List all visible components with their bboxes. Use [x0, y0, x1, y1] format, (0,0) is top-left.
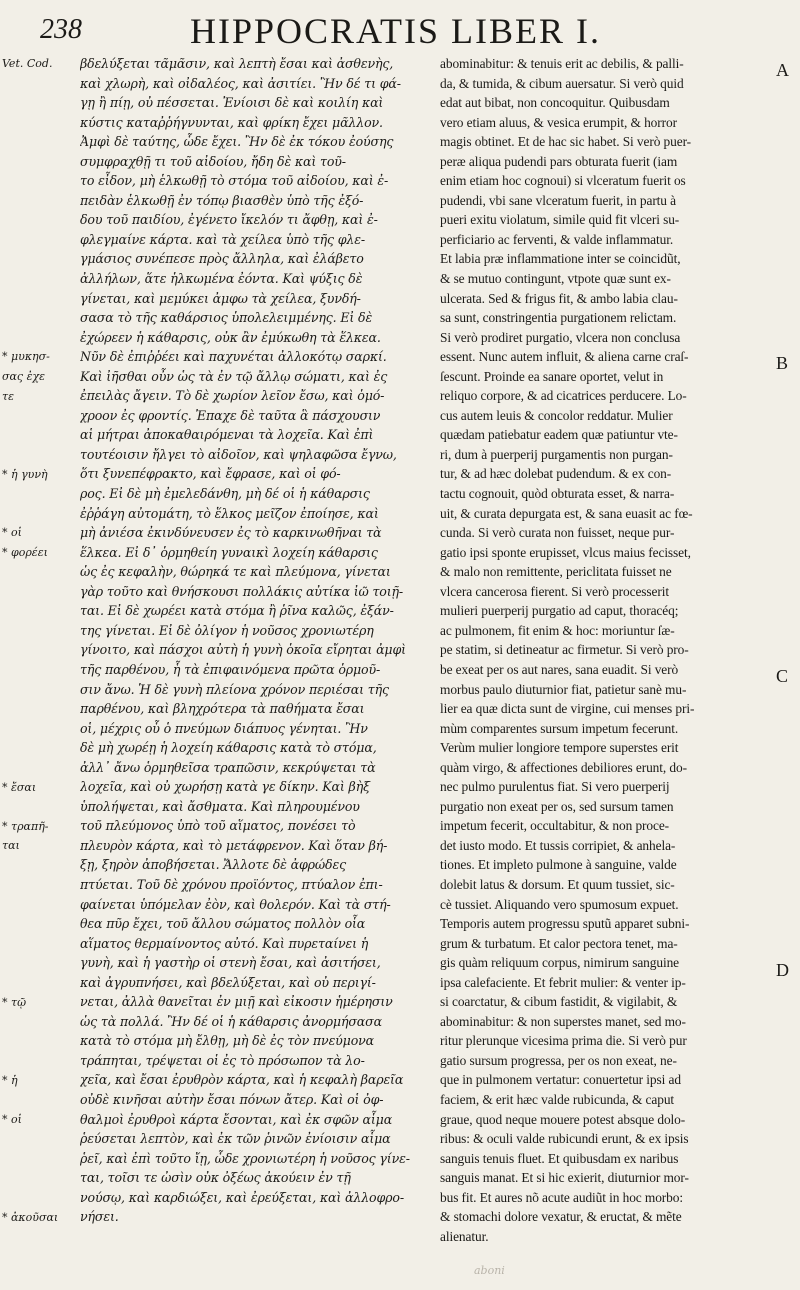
latin-text-column: [440, 54, 770, 1284]
greek-text-line: τοῦ πλεύμονος ὑπὸ τοῦ αἵματος, πονέσει τὸ: [80, 818, 356, 834]
latin-text-line: si coarctatur, & cibum fastidit, & vigilabit, &: [440, 994, 678, 1010]
greek-text-line: ῥεύσεται λεπτὸν, καὶ ἐκ τῶν ῥινῶν ἐνίοισιν αἷμα: [80, 1131, 391, 1147]
greek-text-line: γὰρ τοῦτο καὶ θνήσκουσι πολλάκις αὐτίκα ἰῶ τοιῇ-: [80, 583, 404, 599]
greek-text-line: πειδὰν ἑλκωθῇ ἐν τόπῳ βιασθὲν ὑπὸ τῆς ἐξό-: [80, 192, 364, 208]
greek-text-line: παρθένου, καὶ βληχρότερα τὰ παθήματα ἔσαι: [80, 701, 365, 717]
section-marker: A: [776, 60, 789, 80]
latin-text-line: uit, & curata depurgata est, & sana euasit ac fœ-: [440, 505, 693, 521]
greek-text-line: ὅτι ξυνεπέφρακτο, καὶ ἔφρασε, καὶ οἱ φό-: [80, 466, 341, 482]
greek-text-line: γμάσιος συνέπεσε πρὸς ἄλληλα, καὶ ἐλάβετο: [80, 251, 364, 267]
latin-text-line: morbus paulo diuturnior fiat, patietur sanè mu-: [440, 681, 687, 697]
greek-text-line: καὶ χλωρὴ, καὶ οἰδαλέος, καὶ ἀσιτίει. Ἢν δέ τι φά-: [80, 75, 401, 91]
margin-note: * ἡ γυνὴ: [2, 467, 48, 481]
latin-text-line: & stomachi dolore vexatur, & eructat, & mẽte: [440, 1209, 682, 1225]
greek-text-line: σιν ἄνω. Ἡ δὲ γυνὴ πλείονα χρόνον περιέσαι τῆς: [80, 681, 389, 697]
greek-text-line: Καὶ ἰῆσθαι οὖν ὡς τὰ ἐν τῷ ἄλλῳ σώματι, καὶ ἐς: [80, 368, 388, 384]
latin-text-line: & malo non remittente, periclitata fuisset ne: [440, 564, 672, 580]
greek-text-line: οὐδὲ κινῆσαι αὐτὴν ἔσαι πόνων ἄτερ. Καὶ οἱ ὀφ-: [80, 1091, 384, 1107]
greek-text-line: γυνὴ, καὶ ἡ γαστὴρ οἱ στενὴ ἔσαι, καὶ ἀσιτήσει,: [80, 955, 381, 971]
greek-text-line: Ἀμφὶ δὲ ταύτης, ὧδε ἔχει. Ἢν δὲ ἐκ τόκου ἐούσης: [80, 134, 394, 150]
latin-text-line: tactu cognouit, quòd obturata esset, & narra-: [440, 486, 675, 502]
margin-notes: [2, 54, 76, 1284]
section-marker: C: [776, 666, 789, 687]
greek-text-line: πτύεται. Τοῦ δὲ χρόνου προϊόντος, πτύαλον ἐπι-: [80, 876, 383, 892]
latin-text-line: ſescunt. Proinde ea sanare oportet, velut in: [440, 368, 664, 384]
latin-text-line: vlcera cancerosa fierent. Si verò processerit: [440, 583, 669, 599]
latin-text-line: ulcerata. Sed & frigus fit, & ambo labia clau-: [440, 290, 678, 306]
latin-text-line: ac pulmonem, fit enim & hoc: moriuntur ſæ-: [440, 622, 675, 638]
greek-text-line: γίνοιτο, καὶ πάσχοι αὐτὴ ἡ γυνὴ ὁκοῖα εἴρηται ἀμφὶ: [80, 642, 406, 658]
greek-text-line: της γίνεται. Εἰ δὲ ὀλίγον ἡ νοῦσος χρονιωτέρη: [80, 622, 374, 638]
latin-text-line: da, & tumida, & cibum auersatur. Si verò quid: [440, 75, 684, 91]
latin-text-line: cè tussiet. Aliquando vero spumosum expuet.: [440, 896, 679, 912]
latin-text-line: & se mutuo contingunt, vtpote quæ sunt ex-: [440, 271, 671, 287]
latin-text-line: dolebit latus & dorsum. Et quum tussiet, sic-: [440, 876, 675, 892]
greek-text-line: βδελύξεται τᾶμᾶσιν, καὶ λεπτὴ ἔσαι καὶ ἀσθενὴς,: [80, 56, 394, 71]
page-header: [0, 6, 800, 52]
latin-text-line: quædam patiebatur eadem quæ patiuntur vte-: [440, 427, 678, 443]
margin-note: * τῷ: [2, 995, 27, 1009]
latin-text-line: Et labia præ inflammatione inter se coincidũt,: [440, 251, 681, 267]
margin-note: * φορέει: [2, 546, 48, 559]
greek-text-line: αἱ μήτραι ἀποκαθαιρόμεναι τὰ λοχεῖα. Καὶ ἐπὶ: [80, 427, 374, 443]
greek-text-line: τράπηται, τρέψεται οἱ ἐς τὸ πρόσωπον τὰ λο-: [80, 1052, 365, 1068]
latin-text-line: be exeat per os aut nares, sana euadit. Si verò: [440, 661, 679, 677]
latin-text-line: alienatur.: [440, 1228, 489, 1244]
latin-text-line: grum & turbatum. Et calor pectora tenet, ma-: [440, 935, 678, 951]
latin-text-line: ipsa calefaciente. Et febrit mulier: & venter ip-: [440, 974, 686, 990]
latin-text-line: sa sunt, constringentia purgationem relictam.: [440, 310, 677, 326]
greek-text-line: τῆς παρθένου, ἧ τὰ ἐπιφαινόμενα πρῶτα ὁρμοῦ-: [80, 661, 381, 677]
greek-text-line: ρος. Εἰ δὲ μὴ ἐμελεδάνθη, μὴ δέ οἱ ἡ κάθαρσις: [80, 486, 370, 502]
latin-text-line: tiones. Et impleto pulmone à sanguine, valde: [440, 857, 677, 873]
latin-text-line: Verùm mulier longiore tempore superstes erit: [440, 740, 679, 756]
latin-text-line: Si verò prodiret purgatio, vlcera non conclusa: [440, 329, 681, 345]
latin-text-line: det iusto modo. Et tussis corripiet, & anhela-: [440, 837, 676, 853]
margin-note: * οἱ: [2, 526, 22, 540]
latin-text-line: que in pulmonem vertatur: conuertetur ipsi ad: [440, 1072, 681, 1088]
latin-text-line: ritur plerunque vicesima prima die. Si verò pur: [440, 1033, 687, 1049]
greek-text-line: φαίνεται ὑπόμελαν ἐὸν, καὶ θολερόν. Καὶ τὰ στή-: [80, 896, 391, 912]
greek-text-line: φλεγμαίνε κάρτα. καὶ τὰ χείλεα ὑπὸ τῆς φλε-: [80, 231, 365, 247]
greek-text-line: νεται, ἀλλὰ θανεῖται ἐν μιῇ καὶ εἰκοσιν ἡμέρησιν: [80, 994, 393, 1010]
margin-note: * ἡ: [2, 1074, 18, 1088]
latin-text-line: perficiario ac ferventi, & valde inflammatur.: [440, 231, 674, 247]
margin-note: τε: [2, 389, 14, 403]
greek-text-line: κύστις καταῤῥήγνυνται, καὶ φρίκη ἔχει μᾶλλον.: [80, 114, 383, 130]
greek-text-line: το εἶδον, μὴ ἑλκωθῇ τὸ στόμα τοῦ αἰδοίου, καὶ ἐ-: [80, 173, 389, 189]
latin-text-line: faciem, & erit hæc valde rubicunda, & caput: [440, 1091, 675, 1107]
greek-text-line: χεῖα, καὶ ἔσαι ἐρυθρὸν κάρτα, καὶ ἡ κεφαλὴ βαρεῖα: [80, 1072, 404, 1088]
latin-text-line: bus fit. Et aures nõ acute audiũt in hoc morbo:: [440, 1189, 683, 1205]
greek-text-line: νούσῳ, καὶ καρδιώξει, καὶ ἐρεύξεται, καὶ ἀλλοφρο-: [80, 1189, 404, 1205]
section-markers: [776, 54, 798, 1284]
latin-text-line: essent. Nunc autem influit, & aliena carne craſ-: [440, 349, 689, 365]
latin-text-line: mulieri puerperij purgatio ad caput, thoracéq;: [440, 603, 679, 619]
latin-text-line: abominabitur: & non superstes manet, sed mo-: [440, 1013, 686, 1029]
greek-text-line: συμφραχθῇ τι τοῦ αἰδοίου, ἤδη δὲ καὶ τοῦ-: [80, 153, 346, 169]
latin-text-line: pueri exitu violatum, simile quid fit vlceri su-: [440, 212, 680, 228]
margin-note: σας ἐχε: [2, 369, 46, 383]
latin-text-line: edat aut bibat, non concoquitur. Quibusdam: [440, 95, 670, 111]
latin-text-line: magis obtinet. Et de hac sic habet. Si verò puer-: [440, 134, 692, 150]
greek-text-line: ἐῤῥάγη αὐτομάτη, τὸ ἕλκος μεῖζον ἐποίησε, καὶ: [80, 505, 379, 521]
latin-text-line: cunda. Si verò curata non fuisset, neque pur-: [440, 525, 675, 541]
latin-text-line: tur, & ad hæc dolebat pudendum. & ex con-: [440, 466, 672, 482]
latin-text-line: enim etiam hoc cognoui) si vlceratum fuerit os: [440, 173, 686, 189]
greek-text-line: ται, τοῖσι τε ὠσὶν οὐκ ὀξέως ἀκούειν ἐν τῇ: [80, 1170, 351, 1186]
latin-text-line: graue, quod neque mouere potest absque dolo-: [440, 1111, 686, 1127]
latin-text-line: sanguis tenuis fluet. Et quibusdam ex naribus: [440, 1150, 679, 1166]
latin-text-line: sanguis manat. Et si hic exierit, diuturnior mor-: [440, 1170, 689, 1186]
latin-text-line: peræ aliqua pudendi pars obturata fuerit (iam: [440, 153, 678, 169]
greek-text-line: δὲ μὴ χωρέῃ ἡ λοχείη κάθαρσις κατὰ τὸ στόμα,: [80, 740, 377, 756]
page-number: 238: [40, 14, 82, 45]
greek-text-line: δου τοῦ παιδίου, ἐγένετο ἴκελόν τι ἄφθῃ, καὶ ἐ-: [80, 212, 378, 228]
latin-text-line: cus autem leuis & concolor reddatur. Mulier: [440, 407, 673, 423]
greek-text-line: κατὰ τὸ στόμα μὴ ἔλθῃ, μὴ δὲ ἐς τὸν πνεύμονα: [80, 1033, 375, 1049]
greek-text-line: πλευρὸν κάρτα, καὶ τὸ μετάφρενον. Καὶ ὅταν βή-: [80, 837, 388, 853]
greek-text-line: ἀλλ᾽ ἄνω ὁρμηθεῖσα τραπῶσιν, κεκρύψεται τὰ: [80, 759, 376, 775]
margin-note: * οἱ: [2, 1113, 22, 1127]
section-marker: D: [776, 959, 789, 980]
greek-text-line: μὴ ἀνιέσα ἐκινδύνευσεν ἐς τὸ καρκινωθῆναι τὰ: [80, 525, 382, 541]
greek-text-line: σασα τὸ τῆς καθάρσιος ὑπολελειμμένης. Εἰ δὲ: [80, 310, 373, 326]
greek-text-line: ξῃ, ξηρὸν ἀποβήσεται. Ἄλλοτε δὲ ἀφρώδες: [80, 857, 346, 873]
latin-text-line: lier ea quæ dicta sunt de virgine, cui menses pri-: [440, 701, 695, 717]
faded-stamp: aboni: [474, 1264, 505, 1277]
greek-text-line: ἕλκεα. Εἰ δ᾽ ὁρμηθείη γυναικὶ λοχείη κάθαρσις: [80, 544, 378, 560]
greek-text-column: [80, 54, 424, 1274]
margin-note: * ἀκοῦσαι: [2, 1211, 59, 1225]
latin-text-line: reliquo corpore, & ad cicatrices perducere. Lo-: [440, 388, 687, 404]
greek-text-line: χροον ἐς φροντίς. Ἐπαχε δὲ ταῦτα ἃ πάσχουσιν: [80, 407, 381, 423]
latin-text-line: vero etiam aluus, & vesica erumpit, & horror: [440, 114, 677, 130]
greek-text-line: θαλμοὶ ἐρυθροὶ κάρτα ἔσονται, καὶ ἐκ σφῶν αἷμα: [80, 1111, 393, 1127]
margin-note: Vet. Cod.: [2, 57, 53, 70]
margin-note: ται: [2, 839, 20, 853]
greek-text-line: τουτέοισιν ἤλγει τὸ αἰδοῖον, καὶ ψηλαφῶσα ἔγνω,: [80, 446, 397, 462]
greek-text-line: οἱ, μέχρις οὗ ὁ πνεύμων διάπυος γένηται. Ἢν: [80, 720, 368, 736]
margin-note: * ἔσαι: [2, 780, 37, 794]
latin-text-line: quàm virgo, & affectiones debiliores erunt, do-: [440, 759, 687, 775]
greek-text-line: Νῦν δὲ ἐπιῤῥέει καὶ παχυνέται ἀλλοκότῳ σαρκί.: [80, 349, 387, 365]
greek-text-line: ὑπολήψεται, καὶ ἄσθματα. Καὶ πληρουμένου: [80, 798, 360, 814]
running-title: HIPPOCRATIS LIBER I.: [190, 11, 602, 51]
greek-text-line: θεα πῦρ ἔχει, τοῦ ἄλλου σώματος πολλὸν οἷα: [80, 916, 366, 932]
latin-text-line: impetum fecerit, occultabitur, & non proce-: [440, 818, 670, 834]
latin-text-line: gis quàm reliquum corpus, nimirum sanguine: [440, 955, 680, 971]
latin-text-line: gatio sursum progressa, per os non exeat, ne-: [440, 1052, 677, 1068]
margin-note: * τραπῆ-: [2, 819, 49, 833]
latin-text-line: purgatio non exeat per os, sed sursum tamen: [440, 798, 674, 814]
latin-text-line: mùm comparentes sursum impetum fecerunt.: [440, 720, 679, 736]
greek-text-line: ἀλλήλων, ἅτε ἡλκωμένα ἐόντα. Καὶ ψύξις δὲ: [80, 271, 363, 287]
greek-text-line: ὡς τὰ πολλά. Ἢν δέ οἱ ἡ κάθαρσις ἀνορμήσασα: [80, 1013, 382, 1029]
latin-text-line: ri, dum à puerperij purgamentis non purgan-: [440, 446, 673, 462]
greek-text-line: γῃ ἢ πίῃ, οὐ πέσσεται. Ἐνίοισι δὲ καὶ κοιλίη καὶ: [80, 95, 384, 111]
latin-text-line: pudendi, vbi sane vlceratum fuerit, in partu à: [440, 192, 676, 208]
greek-text-line: ὡς ἐς κεφαλὴν, θώρηκά τε καὶ πλεύμονα, γίνεται: [80, 564, 391, 580]
greek-text-line: ται. Εἰ δὲ χωρέει κατὰ στόμα ἢ ῥῖνα καλῶς, ἐξάν-: [80, 603, 394, 619]
margin-note: * μυκησ-: [2, 350, 50, 364]
latin-text-line: gatio ipsi sponte erupisset, vlcus maius fecisset,: [440, 544, 691, 560]
greek-text-line: καὶ ἀγρυπνήσει, καὶ βδελύξεται, καὶ οὐ περιγί-: [80, 974, 376, 990]
greek-text-line: αἵματος θερμαίνοντος αὐτό. Καὶ πυρεταίνει ἡ: [80, 935, 369, 951]
section-marker: B: [776, 353, 789, 374]
latin-text-line: pe statim, si detineatur ac firmetur. Si verò pro-: [440, 642, 689, 658]
greek-text-line: ἐχώρεεν ἡ κάθαρσις, οὐκ ἂν ἐμύκωθη τὰ ἕλκεα.: [80, 329, 381, 345]
latin-text-line: ribus: & oculi valde rubicundi erunt, & ex ipsis: [440, 1131, 689, 1147]
latin-text-line: nec pulmo purulentus fiat. Si vero puerperij: [440, 779, 670, 795]
greek-text-line: νήσει.: [80, 1209, 119, 1225]
greek-text-line: ῥεῖ, καὶ ἐπὶ τοῦτο ἴῃ, ὧδε χρονιωτέρη ἡ νοῦσος γίνε-: [80, 1150, 410, 1166]
greek-text-line: γίνεται, καὶ μεμύκει ἀμφω τὰ χείλεα, ξυνδή-: [80, 290, 361, 306]
greek-text-line: ἐπειλὰς ἄγειν. Τὸ δὲ χωρίον λεῖον ἔσω, καὶ ὁμό-: [80, 388, 385, 404]
latin-text-line: abominabitur: & tenuis erit ac debilis, & palli-: [440, 56, 684, 71]
latin-text-line: Temporis autem progressu sputũ apparet subni-: [440, 916, 690, 932]
greek-text-line: λοχεῖα, καὶ οὐ χωρήσῃ κατὰ γε δίκην. Καὶ βὴξ: [80, 779, 370, 795]
